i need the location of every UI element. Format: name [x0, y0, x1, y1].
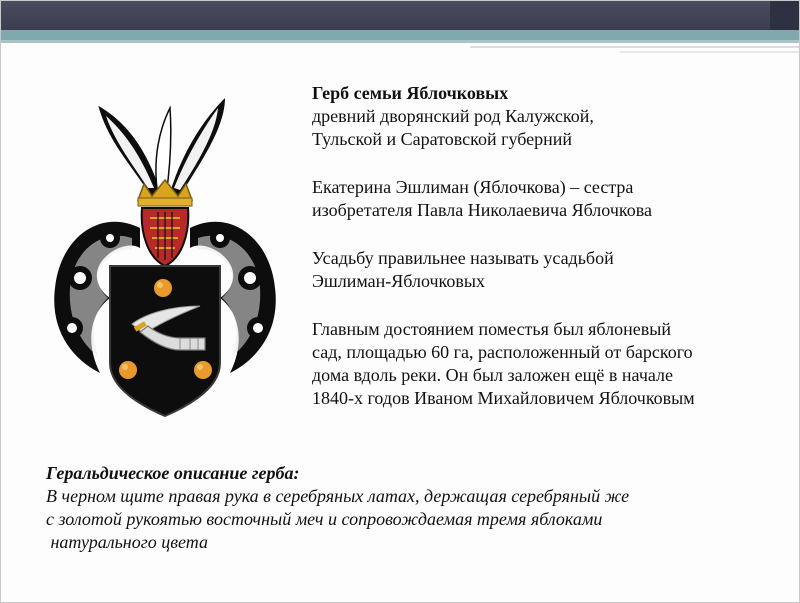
- text-line: дома вдоль реки. Он был заложен ещё в начале: [312, 365, 673, 385]
- heraldic-line-3: натурального цвета: [46, 532, 209, 552]
- header-teal-band-light: [0, 40, 800, 43]
- text-line: изобретателя Павла Николаевича Яблочкова: [312, 200, 652, 220]
- header-thin-line: [470, 46, 800, 48]
- text-line: Усадьбу правильнее называть усадьбой: [312, 248, 614, 268]
- apple-top: [154, 279, 172, 297]
- intro-block: [312, 82, 782, 151]
- header-dark-band: [0, 0, 800, 30]
- apple-right: [194, 361, 212, 379]
- heraldic-description: [46, 462, 786, 554]
- text-line: Главным достоянием поместья был яблоневый: [312, 319, 671, 339]
- text-line: сад, площадью 60 га, расположенный от барского: [312, 342, 693, 362]
- info-text: [312, 82, 782, 435]
- coat-subtitle-line-1: древний дворянский род Калужской,: [312, 106, 594, 126]
- coat-title: Герб семьи Яблочковых: [312, 83, 509, 103]
- header-accent-block: [770, 0, 800, 30]
- header-thin-line-2: [620, 51, 800, 53]
- feather-left-highlight: [106, 116, 154, 188]
- heraldic-title: Геральдическое описание герба:: [46, 463, 300, 483]
- text-line: Эшлиман-Яблочковых: [312, 271, 485, 291]
- paragraph-sister: [312, 176, 782, 222]
- paragraph-garden: [312, 318, 782, 410]
- feather-right-highlight: [174, 108, 218, 190]
- text-line: Екатерина Эшлиман (Яблочкова) – сестра: [312, 177, 634, 197]
- apple-left: [119, 361, 137, 379]
- paragraph-estate-name: [312, 247, 782, 293]
- coat-of-arms-icon: [40, 88, 290, 418]
- heraldic-line-2: с золотой рукоятью восточный меч и сопровождаемая тремя яблоками: [46, 509, 603, 529]
- coat-subtitle-line-2: Тульской и Саратовской губерний: [312, 129, 573, 149]
- heraldic-line-1: В черном щите правая рука в серебряных латах, держащая серебряный же: [46, 486, 630, 506]
- header-teal-band: [0, 30, 800, 40]
- text-line: 1840-х годов Иваном Михайловичем Яблочковым: [312, 388, 695, 408]
